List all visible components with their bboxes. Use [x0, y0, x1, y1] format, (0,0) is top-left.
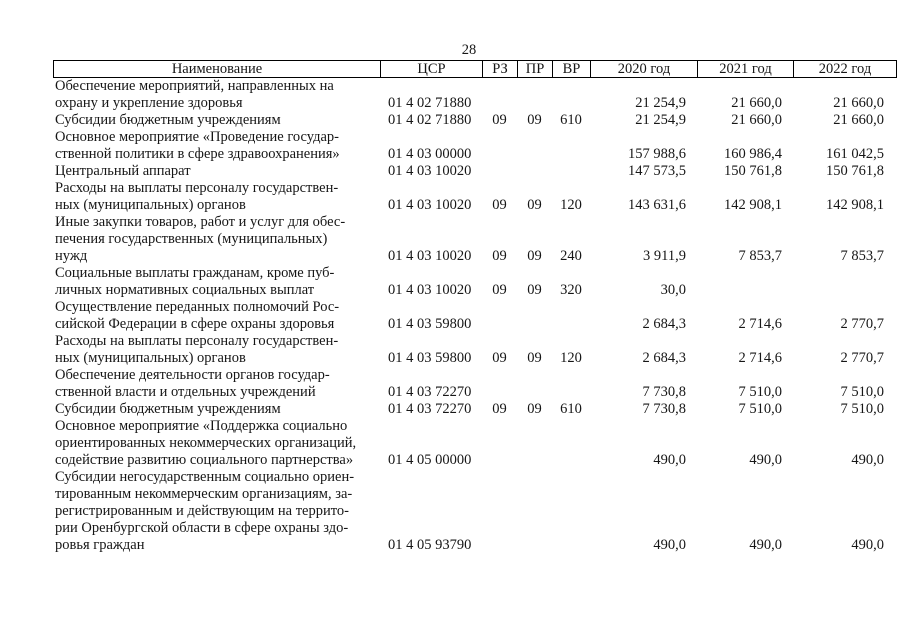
table-row: [54, 401, 897, 418]
row-2020: 2 684,3: [642, 350, 686, 366]
row-2020: 147 573,5: [628, 163, 686, 179]
header-csr: ЦСР: [380, 61, 482, 77]
row-rz: 09: [492, 112, 507, 128]
row-rz: 09: [492, 197, 507, 213]
table-row: [54, 418, 897, 469]
header-name: Наименование: [171, 61, 263, 77]
row-2021: 490,0: [749, 452, 782, 468]
row-2021: 7 510,0: [738, 401, 782, 417]
row-name-line: Расходы на выплаты персоналу государствен-: [55, 333, 339, 349]
row-2022: 7 510,0: [840, 384, 884, 400]
table-row: [54, 367, 897, 401]
row-2022: 161 042,5: [826, 146, 884, 162]
header-2022: 2022 год: [793, 61, 896, 77]
row-name-line: ных (муниципальных) органов: [55, 197, 246, 213]
row-name-line: Центральный аппарат: [55, 163, 191, 179]
row-2022: 2 770,7: [840, 316, 884, 332]
row-2020: 2 684,3: [642, 316, 686, 332]
row-name-line: Осуществление переданных полномочий Рос-: [55, 299, 340, 315]
row-name: [54, 265, 380, 299]
row-name-line: нужд: [55, 248, 88, 264]
row-vr: 610: [560, 112, 582, 128]
row-2020: 30,0: [660, 282, 686, 298]
row-2022: 21 660,0: [833, 95, 884, 111]
row-name-line: Обеспечение деятельности органов государ-: [55, 367, 330, 383]
row-name: [54, 367, 380, 401]
row-2021: 490,0: [749, 537, 782, 553]
row-name: [54, 418, 380, 469]
row-vr: 120: [560, 350, 582, 366]
row-2020: 7 730,8: [642, 384, 686, 400]
row-name-line: Субсидии бюджетным учреждениям: [55, 112, 281, 128]
header-2020: 2020 год: [590, 61, 697, 77]
row-name: [54, 163, 380, 180]
page-number: 28: [461, 42, 477, 58]
row-vr: 240: [560, 248, 582, 264]
row-csr: 01 4 03 10020: [388, 163, 472, 179]
row-vr: 320: [560, 282, 582, 298]
row-name-line: содействие развитию социального партнерства»: [55, 452, 354, 468]
row-name: [54, 469, 380, 554]
row-2020: 143 631,6: [628, 197, 686, 213]
row-2021: 160 986,4: [724, 146, 782, 162]
row-csr: 01 4 03 10020: [388, 282, 472, 298]
row-name-line: охрану и укрепление здоровья: [55, 95, 243, 111]
table-row: [54, 265, 897, 299]
row-2022: 7 510,0: [840, 401, 884, 417]
row-name-line: Основное мероприятие «Проведение государ-: [55, 129, 340, 145]
row-pr: 09: [527, 112, 542, 128]
row-csr: 01 4 03 59800: [388, 350, 472, 366]
row-name-line: Основное мероприятие «Поддержка социально: [55, 418, 348, 434]
row-name-line: тированным некоммерческим организациям, за-: [55, 486, 353, 502]
row-name-line: ственной политики в сфере здравоохранения»: [55, 146, 340, 162]
row-2022: 490,0: [851, 452, 884, 468]
row-rz: 09: [492, 248, 507, 264]
row-pr: 09: [527, 401, 542, 417]
row-pr: 09: [527, 350, 542, 366]
row-2021: 142 908,1: [724, 197, 782, 213]
row-2020: 157 988,6: [628, 146, 686, 162]
table-body: [53, 78, 897, 554]
row-name: [54, 214, 380, 265]
row-rz: 09: [492, 401, 507, 417]
header-2021: 2021 год: [697, 61, 793, 77]
row-name: [54, 112, 380, 129]
row-2021: 150 761,8: [724, 163, 782, 179]
row-name-line: Субсидии бюджетным учреждениям: [55, 401, 281, 417]
row-name-line: сийской Федерации в сфере охраны здоровья: [55, 316, 335, 332]
row-csr: 01 4 05 93790: [388, 537, 472, 553]
table-row: [54, 180, 897, 214]
table-row: [54, 129, 897, 163]
row-name-line: Социальные выплаты гражданам, кроме пуб-: [55, 265, 335, 281]
row-name-line: ориентированных некоммерческих организаций,: [55, 435, 357, 451]
table-row: [54, 299, 897, 333]
row-2022: 7 853,7: [840, 248, 884, 264]
row-name-line: Субсидии негосударственным социально ориен-: [55, 469, 355, 485]
row-pr: 09: [527, 248, 542, 264]
row-name-line: ровья граждан: [55, 537, 145, 553]
table-row: [54, 214, 897, 265]
row-vr: 120: [560, 197, 582, 213]
row-name-line: ственной власти и отдельных учреждений: [55, 384, 316, 400]
row-2020: 7 730,8: [642, 401, 686, 417]
header-pr: ПР: [517, 61, 552, 77]
table-row: [54, 163, 897, 180]
row-name: [54, 78, 380, 112]
row-name-line: ных (муниципальных) органов: [55, 350, 246, 366]
table-row: [54, 112, 897, 129]
row-name-line: Расходы на выплаты персоналу государствен-: [55, 180, 339, 196]
row-2021: 21 660,0: [731, 95, 782, 111]
row-csr: 01 4 02 71880: [388, 95, 472, 111]
row-2022: 150 761,8: [826, 163, 884, 179]
row-2021: 7 853,7: [738, 248, 782, 264]
header-vr: ВР: [552, 61, 590, 77]
row-csr: 01 4 03 59800: [388, 316, 472, 332]
row-name-line: Обеспечение мероприятий, направленных на: [55, 78, 334, 94]
row-name: [54, 299, 380, 333]
row-name-line: печения государственных (муниципальных): [55, 231, 328, 247]
row-csr: 01 4 03 00000: [388, 146, 472, 162]
row-2021: 7 510,0: [738, 384, 782, 400]
table-row: [54, 469, 897, 554]
row-name: [54, 129, 380, 163]
row-name-line: Иные закупки товаров, работ и услуг для обес-: [55, 214, 346, 230]
row-2022: 2 770,7: [840, 350, 884, 366]
row-pr: 09: [527, 282, 542, 298]
table-row: [54, 333, 897, 367]
row-2022: 21 660,0: [833, 112, 884, 128]
row-2022: 490,0: [851, 537, 884, 553]
row-csr: 01 4 03 72270: [388, 401, 472, 417]
row-2020: 21 254,9: [635, 95, 686, 111]
row-2020: 490,0: [653, 452, 686, 468]
row-csr: 01 4 03 72270: [388, 384, 472, 400]
row-rz: 09: [492, 282, 507, 298]
row-2020: 21 254,9: [635, 112, 686, 128]
row-csr: 01 4 05 00000: [388, 452, 472, 468]
row-2021: 2 714,6: [738, 316, 782, 332]
budget-table: [53, 60, 897, 554]
row-2021: 2 714,6: [738, 350, 782, 366]
row-name: [54, 401, 380, 418]
row-name-line: рии Оренбургской области в сфере охраны здо-: [55, 520, 349, 536]
row-csr: 01 4 03 10020: [388, 197, 472, 213]
row-name: [54, 333, 380, 367]
table-row: [54, 78, 897, 112]
row-2020: 490,0: [653, 537, 686, 553]
row-name-line: регистрированным и действующим на террито-: [55, 503, 349, 519]
table-header: [53, 60, 897, 78]
row-csr: 01 4 03 10020: [388, 248, 472, 264]
row-name: [54, 180, 380, 214]
row-2022: 142 908,1: [826, 197, 884, 213]
row-rz: 09: [492, 350, 507, 366]
row-pr: 09: [527, 197, 542, 213]
header-rz: РЗ: [482, 61, 517, 77]
row-2021: 21 660,0: [731, 112, 782, 128]
row-csr: 01 4 02 71880: [388, 112, 472, 128]
row-vr: 610: [560, 401, 582, 417]
row-2020: 3 911,9: [643, 248, 686, 264]
row-name-line: личных нормативных социальных выплат: [55, 282, 315, 298]
